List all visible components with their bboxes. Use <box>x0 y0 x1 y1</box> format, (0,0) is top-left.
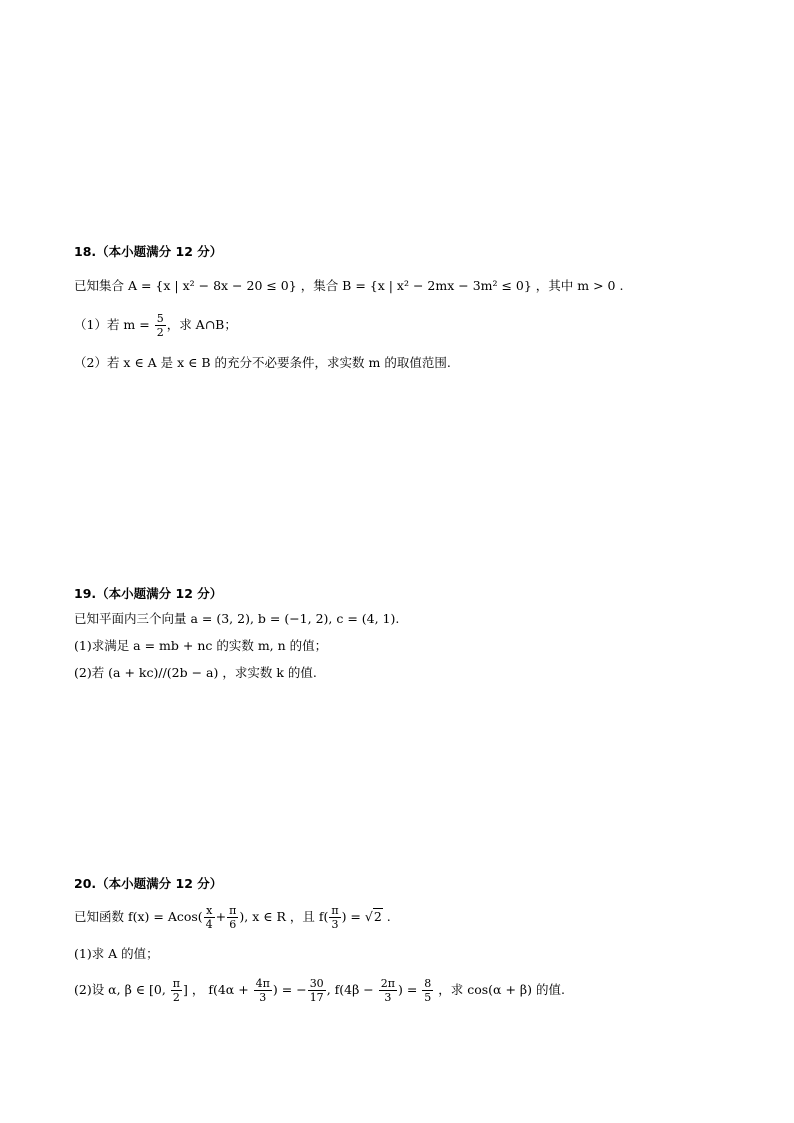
fraction-numerator: 30 <box>309 977 324 990</box>
fraction-pi-6 <box>227 904 238 931</box>
question-19-intro: 已知平面内三个向量 a = (3, 2), b = (−1, 2), c = (4, 1). <box>74 611 400 626</box>
question-19-title: 19.（本小题满分 12 分） <box>74 586 223 601</box>
part-1-prefix: （1）若 m = <box>74 317 154 332</box>
fraction-denominator: 6 <box>229 918 237 931</box>
fraction-denominator: 3 <box>331 918 339 931</box>
fraction-8-5 <box>422 977 433 1004</box>
intro-text-d: . <box>382 909 391 924</box>
intro-text-c: ) = <box>341 909 365 924</box>
fraction-denominator: 5 <box>424 991 432 1004</box>
sqrt-radicand: 2 <box>373 909 382 924</box>
fraction-4pi-3 <box>254 977 272 1004</box>
fraction-numerator: 5 <box>156 312 164 325</box>
fraction-denominator: 17 <box>309 991 324 1004</box>
part-2-text-a: (2)设 α, β ∈ [0, <box>74 982 170 997</box>
question-20-part-1: (1)求 A 的值； <box>74 946 159 961</box>
question-18-intro: 已知集合 A = {x | x² − 8x − 20 ≤ 0} ，集合 B = {x | x² − 2mx − 3m² ≤ 0} ，其中 m > 0 . <box>74 278 624 293</box>
fraction-x-4 <box>204 904 215 931</box>
fraction-numerator: 4π <box>255 977 270 990</box>
fraction-2pi-3 <box>379 977 397 1004</box>
part-2-text-d: , f(4β − <box>326 982 378 997</box>
question-18-part-1 <box>74 312 237 339</box>
fraction-denominator: 2 <box>172 991 180 1004</box>
sqrt-symbol: √ <box>364 909 373 924</box>
fraction-numerator: π <box>229 904 237 917</box>
fraction-numerator: 2π <box>380 977 395 990</box>
part-2-text-e: ) = <box>397 982 422 997</box>
fraction-pi-2 <box>171 977 182 1004</box>
fraction-pi-3 <box>329 904 340 931</box>
fraction-5-2 <box>155 312 166 339</box>
question-20-intro <box>74 904 391 931</box>
question-19-part-2: (2)若 (a + kc)//(2b − a) ，求实数 k 的值. <box>74 665 317 680</box>
fraction-denominator: 3 <box>259 991 267 1004</box>
fraction-denominator: 4 <box>205 918 213 931</box>
fraction-numerator: π <box>331 904 339 917</box>
intro-text-a: 已知函数 f(x) = Acos( <box>74 909 203 924</box>
part-2-text-c: ) = − <box>272 982 307 997</box>
part-2-text-f: ，求 cos(α + β) 的值. <box>434 982 565 997</box>
plus-sign: + <box>215 909 227 924</box>
part-2-text-b: ] ， f(4α + <box>183 982 253 997</box>
fraction-30-17 <box>308 977 326 1004</box>
question-18-title: 18.（本小题满分 12 分） <box>74 244 223 259</box>
question-19-part-1: (1)求满足 a = mb + nc 的实数 m, n 的值； <box>74 638 328 653</box>
fraction-numerator: 8 <box>424 977 432 990</box>
fraction-denominator: 3 <box>384 991 392 1004</box>
question-20-part-2 <box>74 977 565 1004</box>
intro-text-b: ), x ∈ R ，且 f( <box>239 909 329 924</box>
fraction-numerator: x <box>204 904 215 918</box>
fraction-denominator: 2 <box>156 326 164 339</box>
part-1-suffix: ，求 A∩B； <box>166 317 237 332</box>
question-18-part-2: （2）若 x ∈ A 是 x ∈ B 的充分不必要条件，求实数 m 的取值范围. <box>74 355 451 370</box>
fraction-numerator: π <box>172 977 181 990</box>
question-20-title: 20.（本小题满分 12 分） <box>74 876 223 891</box>
